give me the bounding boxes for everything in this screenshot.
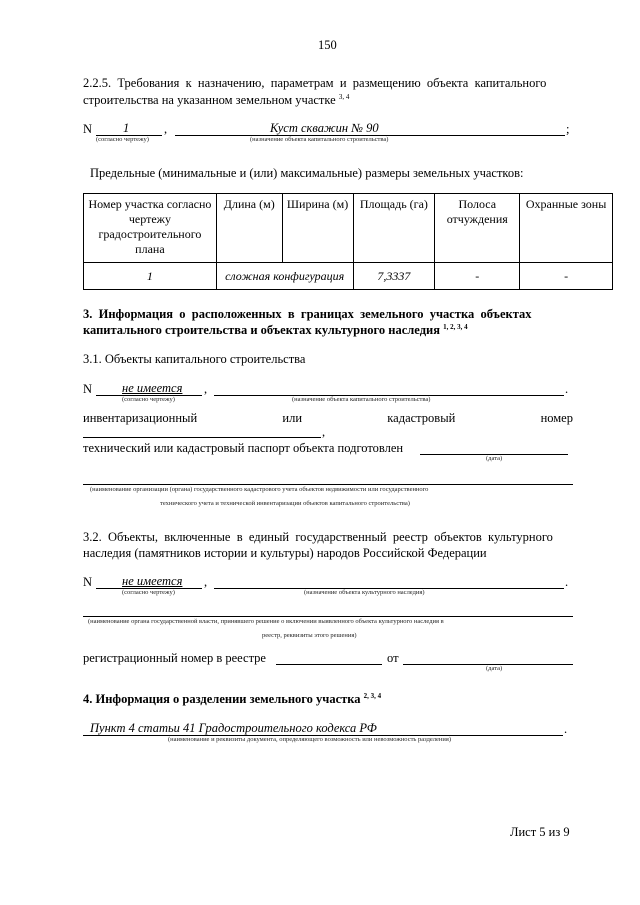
table-header-cell: Номер участка согласно чертежу градостроительного плана [84, 194, 217, 263]
inventory-number-underline [83, 437, 321, 438]
inv-word: или [282, 411, 303, 425]
n-caption: (согласно чертежу) [122, 589, 175, 596]
passport-text: технический или кадастровый паспорт объекта подготовлен [83, 441, 404, 455]
table-cell: 7,3337 [353, 263, 435, 290]
comma: , [164, 122, 168, 136]
inv-word: инвентаризационный [83, 411, 198, 425]
table-header-cell: Ширина (м) [282, 194, 353, 263]
comma: , [204, 382, 208, 396]
purpose-caption: (назначение объекта капитального строительства) [292, 396, 431, 403]
period: . [564, 722, 568, 736]
org-caption-line2: технического учета и технической инвентаризации объектов капитального строительства) [160, 500, 410, 507]
semicolon: ; [566, 122, 570, 136]
purpose-caption: (назначение объекта культурного наследия) [304, 589, 425, 596]
from-label: от [387, 651, 399, 665]
org-caption-line1: (наименование органа государственной власти, принявшего решение о включении выявленного объекта культурного наследия в [88, 618, 444, 625]
comma: , [204, 575, 208, 589]
n-label: N [83, 122, 93, 136]
n-value: не имеется [122, 574, 183, 588]
section-4-title: 4. Информация о разделении земельного участка $^{2, 3, 4}$ [83, 692, 382, 707]
section-3-title-line1: 3. Информация о расположенных в границах земельного участка объектах [83, 307, 532, 321]
org-underline [83, 484, 573, 485]
subsection-3-1: 3.1. Объекты капитального строительства [83, 352, 306, 366]
table-header-row [84, 194, 613, 263]
n-value: 1 [123, 121, 130, 135]
sheet-counter: Лист 5 из 9 [510, 825, 570, 839]
section-3-2-title-line2: наследия (памятников истории и культуры) народов Российской Федерации [83, 546, 487, 560]
date-caption: (дата) [486, 455, 503, 462]
table-cell: сложная конфигурация [216, 263, 353, 290]
n-label: N [83, 382, 93, 396]
table-row [84, 263, 613, 290]
section-2-2-5-title-line2: строительства на указанном земельном участке $^{3, 4}$ [83, 93, 350, 108]
section-3-2-title-line1: 3.2. Объекты, включенные в единый государственный реестр объектов культурного [83, 530, 553, 544]
period: . [565, 382, 569, 396]
date-caption: (дата) [486, 665, 503, 672]
section-2-2-5-title-line1: 2.2.5. Требования к назначению, параметрам и размещению объекта капитального [83, 76, 547, 90]
purpose-value: Куст скважин № 90 [270, 121, 379, 135]
org-caption-line1: (наименование организации (органа) государственного кадастрового учета объектов недвижимости или государственного [90, 486, 429, 493]
table-cell: - [435, 263, 520, 290]
purpose-caption: (назначение объекта капитального строительства) [250, 136, 389, 143]
table-header-cell: Площадь (га) [353, 194, 435, 263]
inv-word: кадастровый [387, 411, 456, 425]
n-label: N [83, 575, 93, 589]
page-number: 150 [318, 38, 337, 52]
period: . [565, 575, 569, 589]
table-cell: 1 [84, 263, 217, 290]
table-header-cell: Длина (м) [216, 194, 282, 263]
reg-number-underline [276, 664, 382, 665]
reg-number-label: регистрационный номер в реестре [83, 651, 266, 665]
land-plot-table [83, 193, 613, 290]
comma: , [322, 425, 326, 439]
section-4-caption: (наименование и реквизиты документа, определяющего возможность или невозможность разделения) [168, 736, 452, 743]
section-4-value: Пункт 4 статьи 41 Градостроительного кодекса РФ [90, 721, 377, 735]
limits-text: Предельные (минимальные и (или) максимальные) размеры земельных участков: [90, 166, 524, 180]
table-header-cell: Охранные зоны [520, 194, 613, 263]
org-underline [83, 616, 573, 617]
table-cell: - [520, 263, 613, 290]
n-caption: (согласно чертежу) [122, 396, 175, 403]
inventory-number-line [83, 411, 573, 426]
n-caption: (согласно чертежу) [96, 136, 149, 143]
org-caption-line2: реестр, реквизиты этого решения) [262, 632, 357, 639]
table-header-cell: Полоса отчуждения [435, 194, 520, 263]
n-value: не имеется [122, 381, 183, 395]
section-3-title-line2: капитального строительства и объектах культурного наследия $^{1, 2, 3, 4}$ [83, 323, 468, 338]
inv-word: номер [540, 411, 573, 425]
